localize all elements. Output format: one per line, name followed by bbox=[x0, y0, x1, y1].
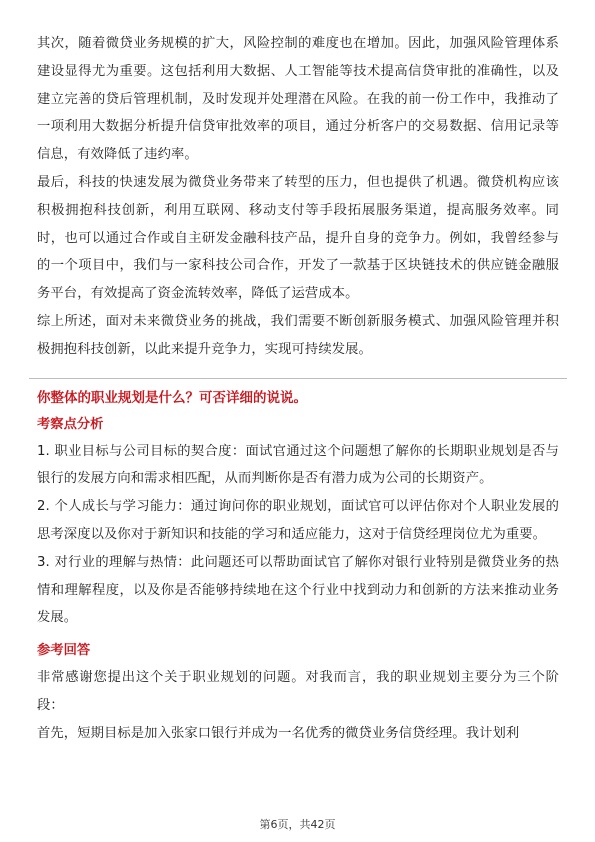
body-paragraph: 其次，随着微贷业务规模的扩大，风险控制的难度也在增加。因此，加强风险管理体系建设显得尤为重要。这包括利用大数据、人工智能等技术提高信贷审批的准确性，以及建立完善的贷后管理机制，及时发现并处理潜在风险。在我的前一份工作中，我推动了一项利用大数据分析提升信贷审批效率的项目，通过分析客户的交易数据、信用记录等信息，有效降低了违约率。 bbox=[37, 36, 559, 163]
page-number: 第6页，共42页 bbox=[259, 818, 336, 831]
analysis-point: 1. 职业目标与公司目标的契合度：面试官通过这个问题想了解你的长期职业规划是否与银行的发展方向和需求相匹配，从而判断你是否有潜力成为公司的长期资产。 bbox=[37, 443, 559, 487]
analysis-heading: 考察点分析 bbox=[37, 416, 104, 432]
answer-paragraph: 非常感谢您提出这个关于职业规划的问题。对我而言，我的职业规划主要分为三个阶段： bbox=[37, 670, 559, 713]
body-paragraph: 最后，科技的快速发展为微贷业务带来了转型的压力，但也提供了机遇。微贷机构应该积极拥抱科技创新，利用互联网、移动支付等手段拓展服务渠道，提高服务效率。同时，也可以通过合作或自主研发金融科技产品，提升自身的竞争力。例如，我曾经参与的一个项目中，我们与一家科技公司合作，开发了一款基于区块链技术的供应链金融服务平台，有效提高了资金流转效率，降低了运营成本。 bbox=[37, 174, 559, 302]
answer-heading: 参考回答 bbox=[37, 643, 91, 659]
section-divider bbox=[29, 378, 567, 379]
answer-paragraph: 首先，短期目标是加入张家口银行并成为一名优秀的微贷业务信贷经理。我计划利 bbox=[37, 725, 520, 741]
body-paragraph: 综上所述，面对未来微贷业务的挑战，我们需要不断创新服务模式、加强风险管理并积极拥抱科技创新，以此来提升竞争力，实现可持续发展。 bbox=[37, 313, 559, 357]
document-body bbox=[37, 30, 559, 748]
analysis-point: 3. 对行业的理解与热情：此问题还可以帮助面试官了解你对银行业特别是微贷业务的热情和理解程度，以及你是否能够持续地在这个行业中找到动力和创新的方法来推动业务发展。 bbox=[37, 554, 559, 626]
analysis-point: 2. 个人成长与学习能力：通过询问你的职业规划，面试官可以评估你对个人职业发展的思考深度以及你对于新知识和技能的学习和适应能力，这对于信贷经理岗位尤为重要。 bbox=[37, 499, 559, 542]
interview-question: 你整体的职业规划是什么？可否详细的说说。 bbox=[37, 389, 307, 406]
